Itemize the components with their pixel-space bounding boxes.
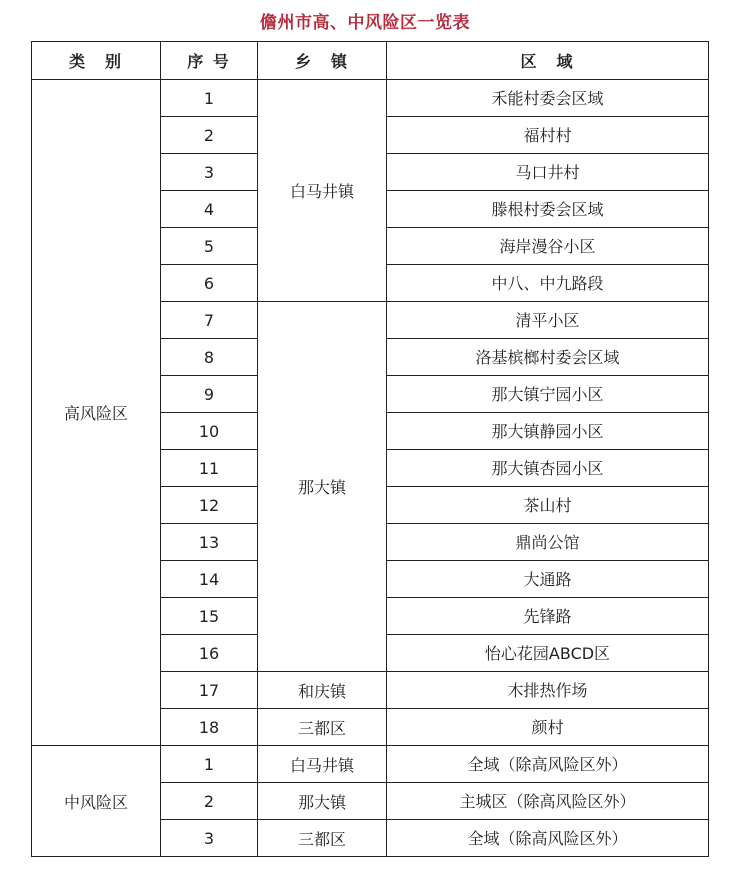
town-cell: 那大镇 [258, 302, 387, 672]
town-cell: 那大镇 [258, 783, 387, 820]
town-cell: 和庆镇 [258, 672, 387, 709]
area-cell: 怡心花园ABCD区 [387, 635, 709, 672]
seq-cell: 2 [161, 783, 258, 820]
category-high-risk: 高风险区 [32, 80, 161, 746]
risk-area-table [31, 41, 709, 857]
area-cell: 大通路 [387, 561, 709, 598]
area-cell: 颜村 [387, 709, 709, 746]
table-row [32, 80, 709, 117]
seq-cell: 18 [161, 709, 258, 746]
seq-cell: 1 [161, 746, 258, 783]
seq-cell: 10 [161, 413, 258, 450]
area-cell: 全域（除高风险区外） [387, 746, 709, 783]
header-seq: 序 号 [161, 42, 258, 80]
seq-cell: 1 [161, 80, 258, 117]
header-area: 区 域 [387, 42, 709, 80]
area-cell: 洛基槟榔村委会区域 [387, 339, 709, 376]
area-cell: 茶山村 [387, 487, 709, 524]
seq-cell: 7 [161, 302, 258, 339]
table-header-row [32, 42, 709, 80]
area-cell: 那大镇静园小区 [387, 413, 709, 450]
town-cell: 三都区 [258, 709, 387, 746]
area-cell: 鼎尚公馆 [387, 524, 709, 561]
town-cell: 白马井镇 [258, 80, 387, 302]
area-cell: 主城区（除高风险区外） [387, 783, 709, 820]
seq-cell: 14 [161, 561, 258, 598]
seq-cell: 3 [161, 154, 258, 191]
area-cell: 清平小区 [387, 302, 709, 339]
area-cell: 福村村 [387, 117, 709, 154]
town-cell: 白马井镇 [258, 746, 387, 783]
area-cell: 禾能村委会区域 [387, 80, 709, 117]
area-cell: 滕根村委会区域 [387, 191, 709, 228]
area-cell: 那大镇宁园小区 [387, 376, 709, 413]
seq-cell: 17 [161, 672, 258, 709]
area-cell: 全域（除高风险区外） [387, 820, 709, 857]
header-category: 类 别 [32, 42, 161, 80]
area-cell: 中八、中九路段 [387, 265, 709, 302]
seq-cell: 4 [161, 191, 258, 228]
town-cell: 三都区 [258, 820, 387, 857]
area-cell: 先锋路 [387, 598, 709, 635]
category-medium-risk: 中风险区 [32, 746, 161, 857]
table-row [32, 746, 709, 783]
seq-cell: 9 [161, 376, 258, 413]
area-cell: 马口井村 [387, 154, 709, 191]
header-town: 乡 镇 [258, 42, 387, 80]
seq-cell: 2 [161, 117, 258, 154]
area-cell: 木排热作场 [387, 672, 709, 709]
seq-cell: 8 [161, 339, 258, 376]
seq-cell: 13 [161, 524, 258, 561]
seq-cell: 5 [161, 228, 258, 265]
seq-cell: 15 [161, 598, 258, 635]
seq-cell: 6 [161, 265, 258, 302]
seq-cell: 3 [161, 820, 258, 857]
area-cell: 海岸漫谷小区 [387, 228, 709, 265]
area-cell: 那大镇杏园小区 [387, 450, 709, 487]
seq-cell: 16 [161, 635, 258, 672]
seq-cell: 12 [161, 487, 258, 524]
seq-cell: 11 [161, 450, 258, 487]
document-title: 儋州市高、中风险区一览表 [260, 13, 470, 33]
